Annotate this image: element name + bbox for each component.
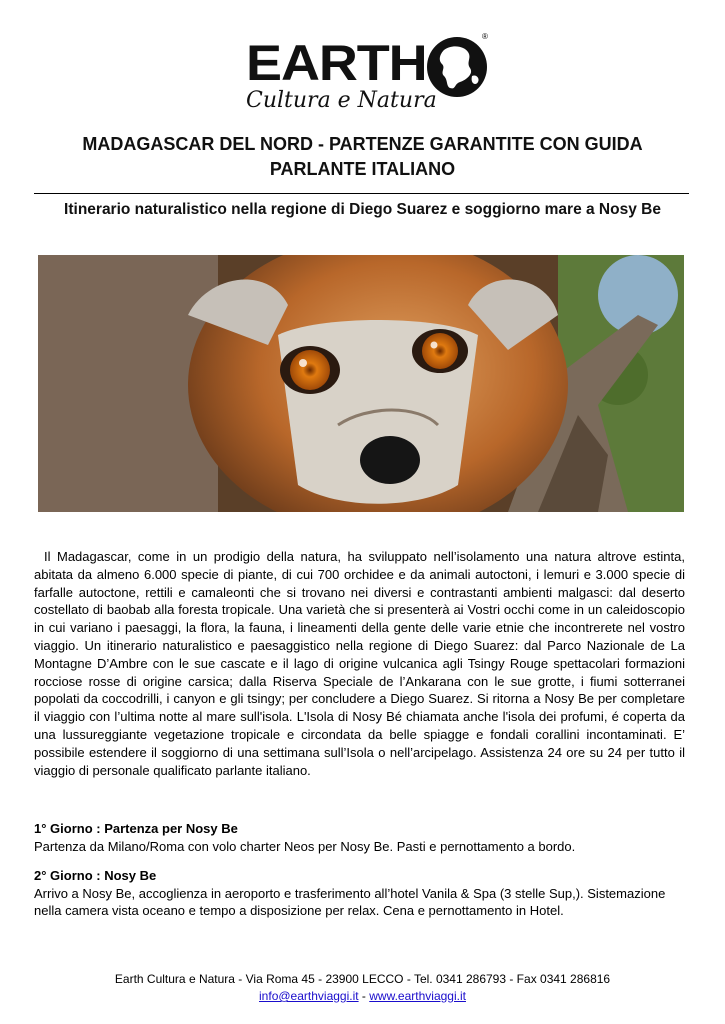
intro-paragraph: Il Madagascar, come in un prodigio della natura, ha sviluppato nell’isolamento una natura altrove estinta, abitata da almeno 6.000 specie di piante, di cui 700 orchidee e da animali autoctoni, i lemuri e 3.000 specie di farfalle autoctone, rettili e camaleonti che si trovano nei diversi e contrastanti ambienti malgasci: dal deserto costellato di baobab alla foresta tropicale. Una varietà che si presenterà ai Vostri occhi come in un caleidoscopio in cui variano i paesaggi, la flora, la fauna, i lineamenti della gente delle varie etnie che incontrerete nel vostro viaggio. Un itinerario naturalistico e paesaggistico nella regione di Diego Suarez: dal Parco Nazionale de La Montagne D’Ambre con le sue cascate e il lago di origine vulcanica agli Tsingy Rouge spettacolari formazioni rocciose rosse di origine carsica; dalla Riserva Speciale de l’Ankarana con le sue grotte, i fiumi sotterranei popolati da coccodrilli, i canyon e gli tsingy; per concludere a Diego Suarez. Si ritorna a Nosy Be per completare il viaggio con l’ultima notte al mare sull'isola. L'Isola di Nosy Bé chiamata anche l'isola dei profumi, é coperta da una lussureggiante vegetazione tropicale e circondata da belle spiagge e fondali corallini incontaminati. E’ possibile estendere il soggiorno di una settimana sull’Isola o nell’arcipelago. Assistenza 24 ore su 24 per tutto il viaggio di personale qualificato parlante italiano. (34, 549, 685, 778)
logo-brand: EARTH (246, 35, 427, 91)
day-1-text: Partenza da Milano/Roma con volo charter Neos per Nosy Be. Pasti e pernottamento a bordo. (34, 838, 576, 854)
page-subtitle: Itinerario naturalistico nella regione di Diego Suarez e soggiorno mare a Nosy Be (64, 201, 661, 218)
itinerary-day-1 (34, 820, 694, 855)
lemur-photo (38, 255, 684, 512)
footer-website-link[interactable]: www.earthviaggi.it (369, 989, 466, 1003)
day-1-title: 1° Giorno : Partenza per Nosy Be (34, 821, 238, 836)
itinerary-day-2 (34, 867, 694, 920)
footer-address: Earth Cultura e Natura - Via Roma 45 - 23900 LECCO - Tel. 0341 286793 - Fax 0341 286816 (114, 972, 611, 986)
logo-tagline: Cultura e Natura (246, 88, 437, 113)
page-title: MADAGASCAR DEL NORD - PARTENZE GARANTITE CON GUIDA PARLANTE ITALIANO (82, 134, 643, 179)
page-footer (0, 971, 725, 1005)
footer-contacts (0, 988, 725, 1005)
earth-logo (240, 30, 500, 116)
day-2-text: Arrivo a Nosy Be, accoglienza in aeroporto e trasferimento all’hotel Vanila & Spa (3 stelle Sup,). Sistemazione nella camera vista oceano e tempo a disposizione per relax. Cena e pernottamento in Hotel. (34, 885, 666, 918)
registered-mark: ® (482, 32, 488, 41)
day-2-title: 2° Giorno : Nosy Be (34, 868, 157, 883)
title-divider (34, 193, 689, 194)
footer-email-link[interactable]: info@earthviaggi.it (259, 989, 359, 1003)
footer-separator: - (358, 989, 370, 1003)
